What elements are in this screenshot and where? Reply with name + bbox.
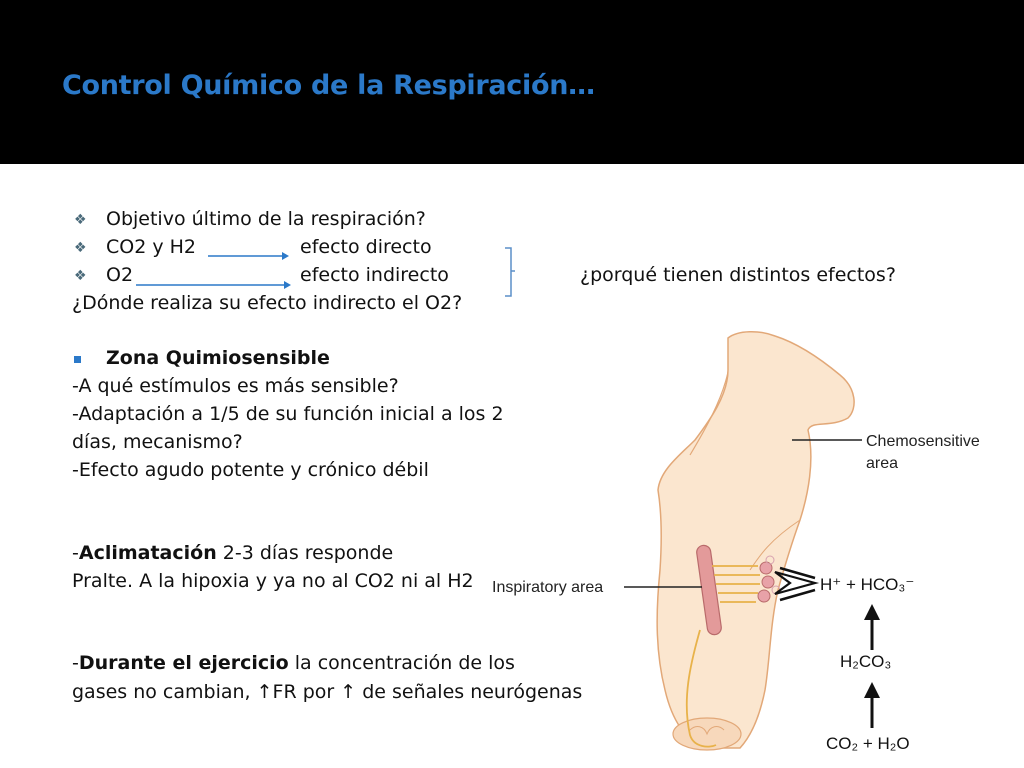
ejercicio-rest: la concentración de los: [288, 652, 515, 674]
aclimatacion-line-2: Pralte. A la hipoxia y ya no al CO2 ni al H2: [72, 570, 474, 592]
eq-mid: H₂CO₃: [840, 652, 892, 671]
dash: -: [72, 652, 79, 674]
chemosensitive-label-2: area: [866, 455, 899, 472]
ejercicio-line-2: gases no cambian, ↑FR por ↑ de señales neurógenas: [72, 681, 583, 703]
zona-line-3: días, mecanismo?: [72, 431, 243, 453]
chemosensitive-label-1: Chemosensitive: [866, 433, 980, 450]
aclimatacion-rest: 2-3 días responde: [216, 542, 394, 564]
arrow-directo-icon: [208, 252, 289, 260]
eq-bot: CO₂ + H₂O: [826, 734, 910, 753]
zona-line-1: -A qué estímulos es más sensible?: [72, 375, 399, 397]
arrow-indirecto-icon: [136, 281, 291, 289]
zona-heading: Zona Quimiosensible: [106, 347, 330, 369]
aclimatacion-bold: Aclimatación: [78, 542, 217, 564]
diamond-bullet-icon: ❖: [74, 268, 87, 284]
zona-line-2: -Adaptación a 1/5 de su función inicial a los 2: [72, 403, 504, 425]
question-o2: ¿Dónde realiza su efecto indirecto el O2?: [72, 292, 463, 314]
ejercicio-bold: Durante el ejercicio: [78, 652, 289, 674]
dash: -: [72, 542, 79, 564]
zona-line-4: -Efecto agudo potente y crónico débil: [72, 459, 429, 481]
bullet-co2-h2: CO2 y H2: [106, 236, 197, 258]
bullet-objetivo: Objetivo último de la respiración?: [106, 208, 426, 230]
up-arrow-icon: [864, 682, 880, 728]
bracket-icon: [505, 248, 515, 296]
eq-top: H⁺ + HCO₃⁻: [820, 575, 915, 594]
bullet-o2: O2: [106, 264, 134, 286]
efecto-directo: efecto directo: [300, 236, 432, 258]
up-arrow-icon: [864, 604, 880, 650]
diamond-bullet-icon: ❖: [74, 240, 87, 256]
efecto-indirecto: efecto indirecto: [300, 264, 449, 286]
brainstem-illustration: [657, 332, 854, 750]
question-distintos-efectos: ¿porqué tienen distintos efectos?: [580, 264, 896, 286]
diamond-bullet-icon: ❖: [74, 212, 87, 228]
slide-title: Control Químico de la Respiración…: [62, 70, 595, 101]
chem-arrows-icon: [775, 568, 815, 600]
inspiratory-area-label: Inspiratory area: [492, 579, 604, 596]
